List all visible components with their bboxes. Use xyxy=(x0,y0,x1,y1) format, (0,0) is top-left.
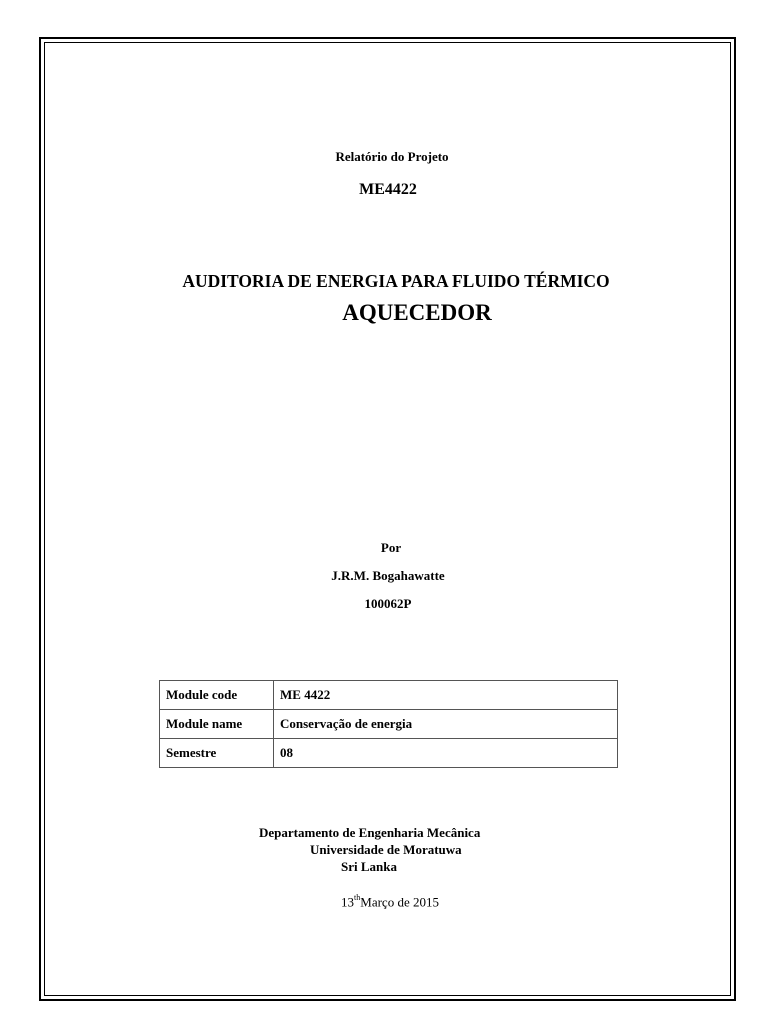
date-suffix: th xyxy=(354,893,361,902)
table-row xyxy=(160,681,618,710)
report-label: Relatório do Projeto xyxy=(335,149,449,164)
by-label: Por xyxy=(380,540,402,555)
student-id: 100062P xyxy=(364,596,412,611)
report-title-line2: AQUECEDOR xyxy=(342,300,492,325)
module-info-table xyxy=(159,680,618,768)
table-cell-key: Semestre xyxy=(160,739,274,768)
table-cell-value: Conservação de energia xyxy=(274,710,618,739)
table-row xyxy=(160,710,618,739)
table-row xyxy=(160,739,618,768)
course-code: ME4422 xyxy=(359,181,417,198)
country-name: Sri Lanka xyxy=(341,859,397,874)
report-title-line1: AUDITORIA DE ENERGIA PARA FLUIDO TÉRMICO xyxy=(182,271,610,291)
report-date xyxy=(0,894,768,910)
date-day: 13 xyxy=(341,894,355,910)
author-name: J.R.M. Bogahawatte xyxy=(331,568,445,583)
table-cell-key: Module name xyxy=(160,710,274,739)
table-cell-value: 08 xyxy=(274,739,618,768)
table-cell-key: Module code xyxy=(160,681,274,710)
table-cell-value: ME 4422 xyxy=(274,681,618,710)
department-name: Departamento de Engenharia Mecânica xyxy=(259,825,481,840)
date-rest: Março de 2015 xyxy=(360,894,439,910)
university-name: Universidade de Moratuwa xyxy=(310,842,462,857)
